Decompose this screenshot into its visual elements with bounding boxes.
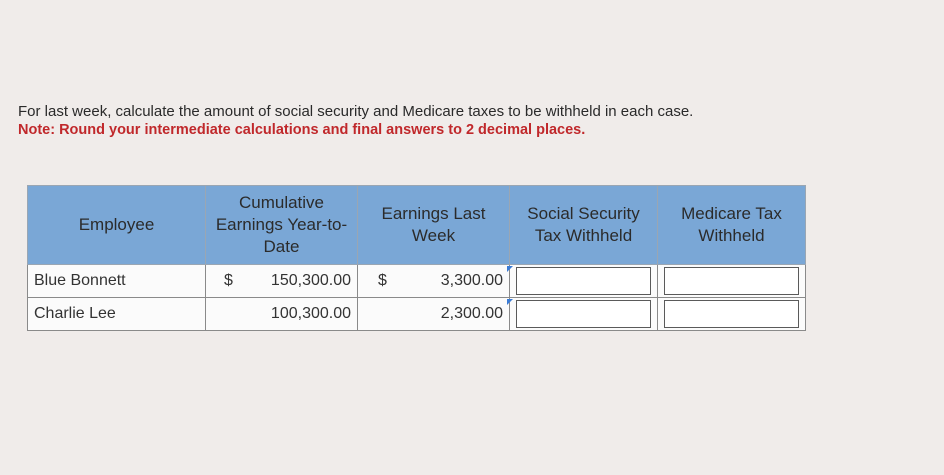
input-flag-icon: [507, 266, 513, 272]
rounding-note: Note: Round your intermediate calculations and final answers to 2 decimal places.: [18, 122, 586, 138]
header-medicare-tax: Medicare Tax Withheld: [658, 186, 806, 265]
currency-symbol: $: [378, 272, 387, 289]
social-security-tax-cell: [510, 298, 658, 331]
earnings-last-week-cell: [358, 298, 510, 331]
social-security-tax-cell: [510, 265, 658, 298]
cumulative-earnings-value: 150,300.00: [270, 272, 351, 289]
earnings-last-week-value: 2,300.00: [440, 305, 503, 322]
social-security-tax-input[interactable]: [516, 267, 651, 295]
input-flag-icon: [507, 299, 513, 305]
instructions-text: For last week, calculate the amount of social security and Medicare taxes to be withheld in each case.: [18, 103, 694, 120]
header-earnings-last-week: Earnings Last Week: [358, 186, 510, 265]
table-row: [28, 298, 806, 331]
currency-symbol: $: [224, 272, 233, 289]
employee-name: Blue Bonnett: [28, 265, 206, 298]
header-social-security-tax: Social Security Tax Withheld: [510, 186, 658, 265]
employee-name: Charlie Lee: [28, 298, 206, 331]
tax-table: [27, 185, 806, 331]
social-security-tax-input[interactable]: [516, 300, 651, 328]
medicare-tax-cell: [658, 265, 806, 298]
header-cumulative-earnings: Cumulative Earnings Year-to-Date: [206, 186, 358, 265]
medicare-tax-input[interactable]: [664, 267, 799, 295]
table-row: [28, 265, 806, 298]
table-header-row: [28, 186, 806, 265]
header-employee: Employee: [28, 186, 206, 265]
earnings-last-week-value: 3,300.00: [440, 272, 503, 289]
cumulative-earnings-cell: [206, 298, 358, 331]
medicare-tax-cell: [658, 298, 806, 331]
earnings-last-week-cell: [358, 265, 510, 298]
cumulative-earnings-cell: [206, 265, 358, 298]
cumulative-earnings-value: 100,300.00: [270, 305, 351, 322]
medicare-tax-input[interactable]: [664, 300, 799, 328]
